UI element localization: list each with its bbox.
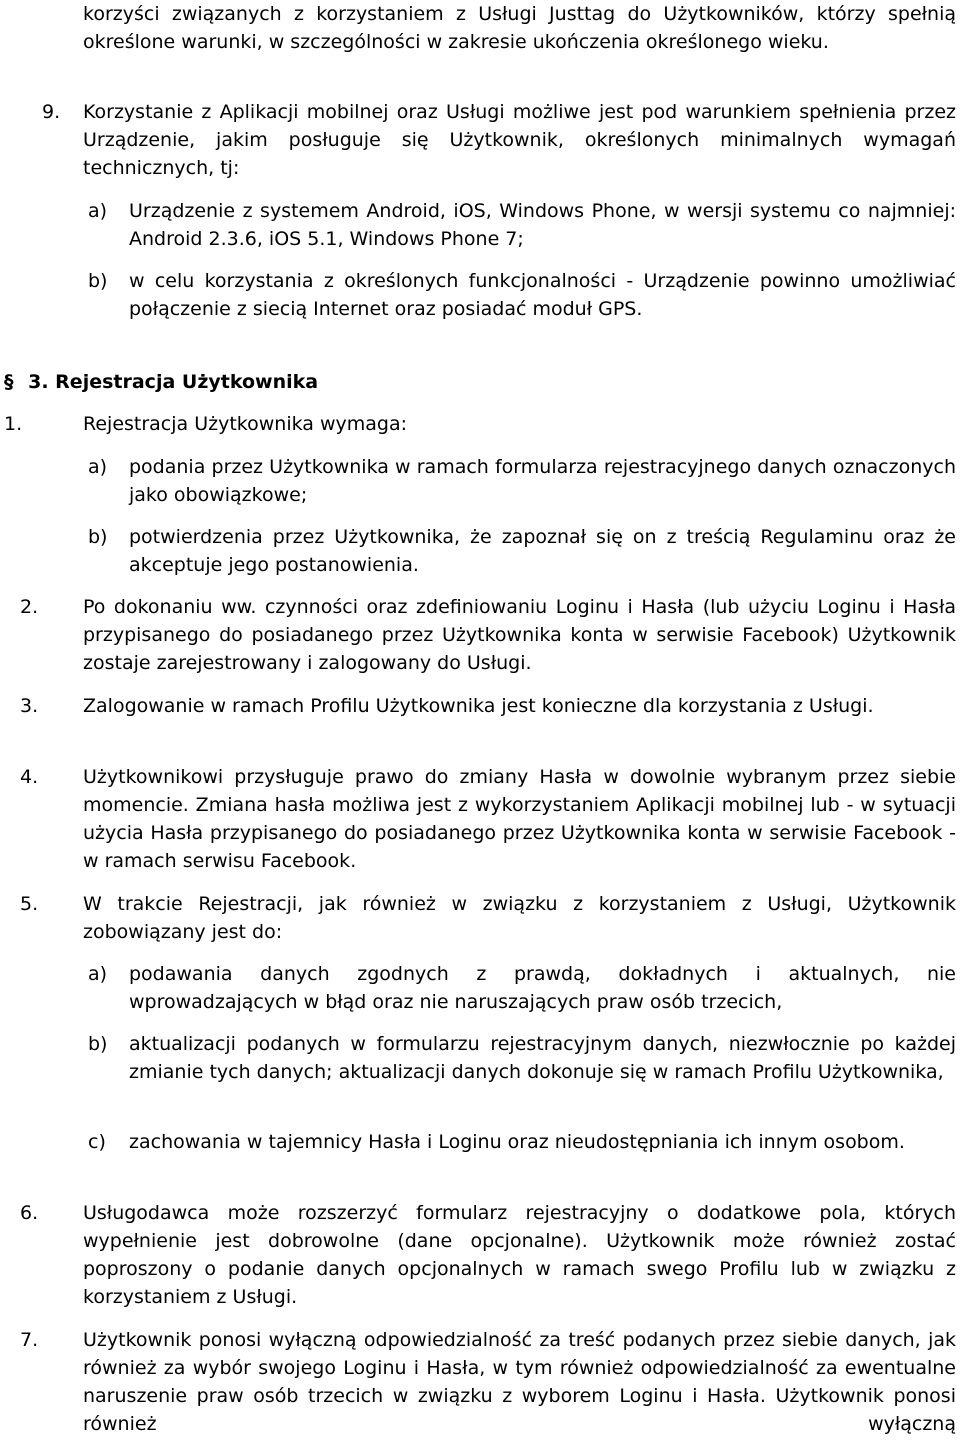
- section-title: 3. Rejestracja Użytkownika: [28, 371, 319, 393]
- item-text: Korzystanie z Aplikacji mobilnej oraz Usługi możliwe jest pod warunkiem spełnienia przez Urządzenie, jakim posługuje się Użytkownik, określonych minimalnych wymagań technicznych, tj:: [83, 101, 956, 179]
- item-paragraph: [83, 692, 956, 720]
- item-paragraph: [83, 763, 956, 875]
- sub-label: a): [88, 200, 108, 222]
- item-paragraph: [83, 410, 956, 438]
- item-number: 7.: [20, 1329, 39, 1351]
- item-paragraph: [83, 1199, 956, 1311]
- sub-label: c): [88, 1131, 106, 1153]
- sub-text: Urządzenie z systemem Android, iOS, Windows Phone, w wersji systemu co najmniej: Android 2.3.6, iOS 5.1, Windows Phone 7;: [129, 200, 956, 250]
- item-text: Zalogowanie w ramach Profilu Użytkownika jest konieczne dla korzystania z Usługi.: [83, 695, 874, 717]
- item-text: W trakcie Rejestracji, jak również w związku z korzystaniem z Usługi, Użytkownik zobowiązany jest do:: [83, 893, 956, 943]
- item-paragraph: [83, 593, 956, 677]
- sub-text: zachowania w tajemnicy Hasła i Loginu oraz nieudostępniania ich innym osobom.: [129, 1131, 905, 1153]
- sub-item: [129, 1128, 956, 1156]
- item-text: Usługodawca może rozszerzyć formularz rejestracyjny o dodatkowe pola, których wypełnienie jest dobrowolne (dane opcjonalne). Użytkownik może również zostać poproszony o podanie danych opcjonalnych w ramach swego Profilu lub w związku z korzystaniem z Usługi.: [83, 1202, 956, 1308]
- sub-label: b): [88, 1033, 108, 1055]
- item-number: 3.: [20, 695, 39, 717]
- item-paragraph: [83, 1326, 956, 1438]
- item-paragraph: [83, 890, 956, 946]
- item-number: 5.: [20, 893, 39, 915]
- sub-text: podawania danych zgodnych z prawdą, dokładnych i aktualnych, nie wprowadzających w błąd oraz nie naruszających praw osób trzecich,: [129, 963, 956, 1013]
- sub-text: w celu korzystania z określonych funkcjonalności - Urządzenie powinno umożliwiać połączenie z siecią Internet oraz posiadać moduł GPS.: [129, 270, 956, 320]
- sub-item: [129, 267, 956, 323]
- sub-item: [129, 960, 956, 1016]
- item-number: 1.: [4, 413, 23, 435]
- sub-item: [129, 523, 956, 579]
- sub-text: potwierdzenia przez Użytkownika, że zapoznał się on z treścią Regulaminu oraz że akceptuje jego postanowienia.: [129, 526, 956, 576]
- item-text: Użytkownikowi przysługuje prawo do zmiany Hasła w dowolnie wybranym przez siebie momencie. Zmiana hasła możliwa jest z wykorzystaniem Aplikacji mobilnej lub - w sytuacji użycia Hasła przypisanego do posiadanego przez Użytkownika konta w serwisie Facebook - w ramach serwisu Facebook.: [83, 766, 956, 872]
- sub-label: a): [88, 456, 108, 478]
- sub-label: b): [88, 270, 108, 292]
- sub-label: a): [88, 963, 108, 985]
- item-number: 6.: [20, 1202, 39, 1224]
- item-number: 2.: [20, 596, 39, 618]
- item-text: Użytkownik ponosi wyłączną odpowiedzialność za treść podanych przez siebie danych, jak również za wybór swojego Loginu i Hasła, w tym również odpowiedzialność za ewentualne naruszenie praw osób trzecich w związku z wyborem Loginu i Hasła. Użytkownik ponosi również wyłączną: [83, 1329, 956, 1435]
- section-heading: [4, 368, 318, 396]
- sub-item: [129, 453, 956, 509]
- sub-item: [129, 197, 956, 253]
- sub-text: aktualizacji podanych w formularzu rejestracyjnym danych, niezwłocznie po każdej zmianie tych danych; aktualizacji danych dokonuje się w ramach Profilu Użytkownika,: [129, 1033, 956, 1083]
- sub-item: [129, 1030, 956, 1086]
- item-9-paragraph: [83, 98, 956, 182]
- intro-text: korzyści związanych z korzystaniem z Usługi Justtag do Użytkowników, którzy spełnią określone warunki, w szczególności w zakresie ukończenia określonego wieku.: [83, 3, 956, 53]
- item-text: Rejestracja Użytkownika wymaga:: [83, 413, 407, 435]
- item-text: Po dokonaniu ww. czynności oraz zdefiniowaniu Loginu i Hasła (lub użyciu Loginu i Hasła przypisanego do posiadanego przez Użytkownika konta w serwisie Facebook) Użytkownik zostaje zarejestrowany i zalogowany do Usługi.: [83, 596, 956, 674]
- sub-label: b): [88, 526, 108, 548]
- item-number: 4.: [20, 766, 39, 788]
- item-number: 9.: [42, 101, 61, 123]
- sub-text: podania przez Użytkownika w ramach formularza rejestracyjnego danych oznaczonych jako obowiązkowe;: [129, 456, 956, 506]
- section-symbol: §: [4, 371, 14, 393]
- intro-paragraph: [83, 0, 956, 56]
